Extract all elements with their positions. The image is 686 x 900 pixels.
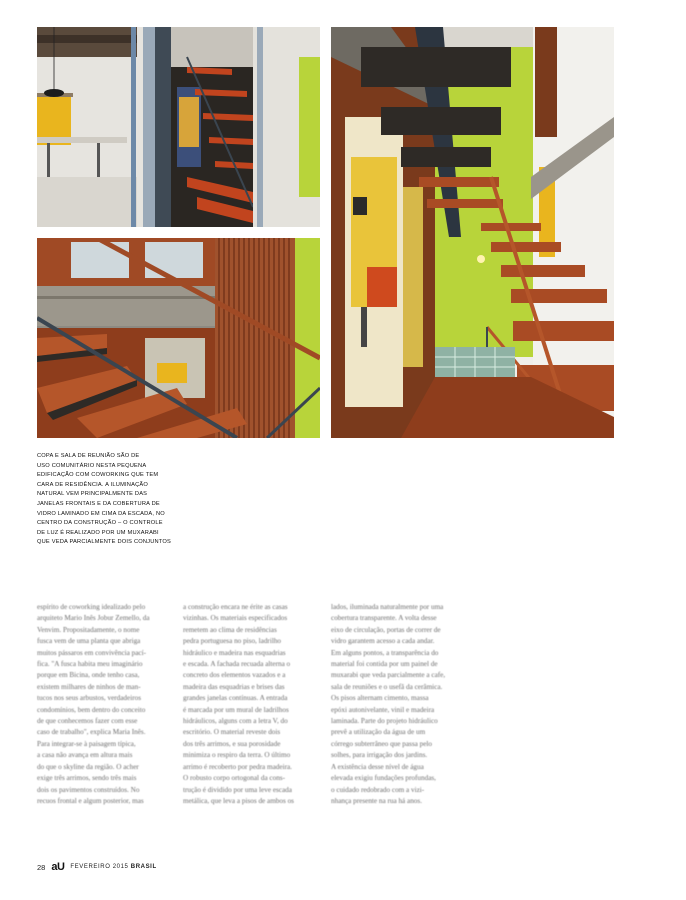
body-text-line: caso de trabalho", explica Maria Inês. — [37, 728, 146, 737]
issue-date: FEVEREIRO 2015 — [70, 864, 129, 870]
caption-line: EDIFICAÇÃO COM COWORKING QUE TEM — [37, 472, 159, 479]
body-text-line: Os pisos alternam cimento, massa — [331, 694, 429, 703]
body-text-line: a construção encara ne érite as casas — [183, 603, 288, 611]
photo-caption — [37, 452, 179, 548]
body-text-line: eixo de circulação, portas de correr de — [331, 625, 441, 634]
stair-detail-photo — [37, 238, 320, 438]
body-text-line: metálica, que leva a pisos de ambos os — [183, 796, 294, 805]
page-footer — [37, 861, 157, 873]
body-text-line: A existência desse nível de água — [331, 762, 424, 771]
body-text-line: escritório. O material reveste dois — [183, 728, 281, 737]
body-text-line: O robusto corpo ortogonal da cons- — [183, 774, 286, 783]
body-text-line: lados, iluminada naturalmente por uma — [331, 603, 444, 611]
body-text-line: grandes janelas contínuas. A entrada — [183, 694, 288, 703]
body-text-line: vidro garantem acesso a cada andar. — [331, 637, 435, 646]
body-text-line: a casa não avança em altura mais — [37, 751, 133, 760]
body-text-line: dos três arrimos, e sua porosidade — [183, 739, 281, 748]
magazine-logo: aU — [51, 861, 65, 873]
body-text-line: laminada. Parte do projeto hidráulico — [331, 717, 438, 726]
body-text-line: concreto dos elementos vazados e a — [183, 671, 286, 680]
body-text-line: pedra portuguesa no piso, ladrilho — [183, 637, 282, 646]
caption-line: CARA DE RESIDÊNCIA. A ILUMINAÇÃO — [37, 481, 149, 488]
body-text-line: do que o skyline da região. O acher — [37, 762, 139, 771]
caption-line: NATURAL VEM PRINCIPALMENTE DAS — [37, 491, 148, 498]
body-text-line: fusca vem de uma planta que abriga — [37, 637, 141, 646]
body-column-3 — [331, 602, 459, 807]
body-text-line: solhes, para irrigação dos jardins. — [331, 751, 428, 760]
body-text-line: fica. "A fusca habita meu imaginário — [37, 660, 143, 669]
body-text-line: exige três arrimos, sendo três mais — [37, 774, 137, 783]
body-text-line: madeira das esquadrias e brises das — [183, 682, 285, 691]
body-text-line: dois os pavimentos construídos. No — [37, 785, 140, 794]
body-text-line: espírito de coworking idealizado pelo — [37, 603, 146, 611]
body-text-line: epóxi autonivelante, vinil e madeira — [331, 705, 435, 714]
body-text-line: cobertura transparente. A volta desse — [331, 614, 437, 623]
body-text-line: arrimo é recoberto por pedra madeira. — [183, 762, 292, 771]
body-text-line: de que conhecemos fazer com esse — [37, 717, 138, 726]
body-text-line: muitos pássaros em convivência pací- — [37, 648, 146, 657]
body-text-line: existem milhares de ninhos de man- — [37, 682, 141, 691]
issue-edition: BRASIL — [130, 864, 157, 870]
caption-line: QUE VEDA PARCIALMENTE DOIS CONJUNTOS — [37, 539, 172, 546]
body-text-line: hidráulico e madeira nas esquadrias — [183, 648, 286, 657]
body-column-2 — [183, 602, 311, 807]
body-text-line: condomínios, bem dentro do conceito — [37, 705, 146, 714]
caption-line: USO COMUNITÁRIO NESTA PEQUENA — [37, 462, 147, 469]
body-text-line: o cuidado redobrado com a vizi- — [331, 785, 425, 794]
body-text-line: recuos frontal e algum posterior, mas — [37, 796, 144, 805]
body-column-1 — [37, 602, 165, 807]
page-number: 28 — [37, 862, 46, 872]
issue-label — [70, 864, 156, 870]
body-text-line: Para integrar-se à paisagem típica, — [37, 739, 136, 748]
body-text-line: porque em Bicina, onde tenho casa, — [37, 671, 140, 680]
body-text-line: é marcada por um mural de ladrilhos — [183, 705, 289, 714]
body-text-line: tucos nos seus arbustos, verdadeiros — [37, 694, 142, 703]
caption-line: DE LUZ É REALIZADO POR UM MUXARABI — [37, 529, 159, 536]
body-text-line: sala de reuniões e o usefã da cerâmica. — [331, 682, 443, 691]
body-text-line: córrego subterrâneo que passa pelo — [331, 739, 432, 748]
body-text-line: arquiteto Mario Inês Jobur Zemello, da — [37, 614, 150, 623]
stairwell-photo — [331, 27, 614, 438]
body-text-line: Em alguns pontos, a transparência do — [331, 648, 439, 657]
caption-line: VIDRO LAMINADO EM CIMA DA ESCADA, NO — [37, 510, 165, 517]
caption-line: COPA E SALA DE REUNIÃO SÃO DE — [37, 453, 140, 459]
body-text-line: trução é dividido por uma leve escada — [183, 785, 292, 794]
body-text-line: minimiza o respiro da terra. O último — [183, 751, 291, 760]
body-text-line: Venvim. Propositadamente, o nome — [37, 625, 140, 634]
kitchen-stair-photo — [37, 27, 320, 227]
body-text-line: e escada. A fachada recuada alterna o — [183, 660, 291, 669]
body-text-line: hidráulicos, alguns com a letra V, do — [183, 717, 288, 726]
body-text-line: vizinhas. Os materiais especificados — [183, 614, 288, 623]
body-text-line: material foi contida por um painel de — [331, 660, 438, 669]
body-text-line: elevada exigiu fundações profundas, — [331, 774, 436, 783]
body-text-line: nhança presente na rua há anos. — [331, 796, 422, 805]
caption-line: CENTRO DA CONSTRUÇÃO – O CONTROLE — [37, 520, 163, 527]
body-text-line: remetem ao clima de residências — [183, 625, 277, 634]
body-text-line: prevê a utilização da água de um — [331, 728, 426, 737]
caption-line: JANELAS FRONTAIS E DA COBERTURA DE — [37, 500, 160, 507]
body-text-line: muxarabi que veda parcialmente a cafe, — [331, 671, 446, 680]
